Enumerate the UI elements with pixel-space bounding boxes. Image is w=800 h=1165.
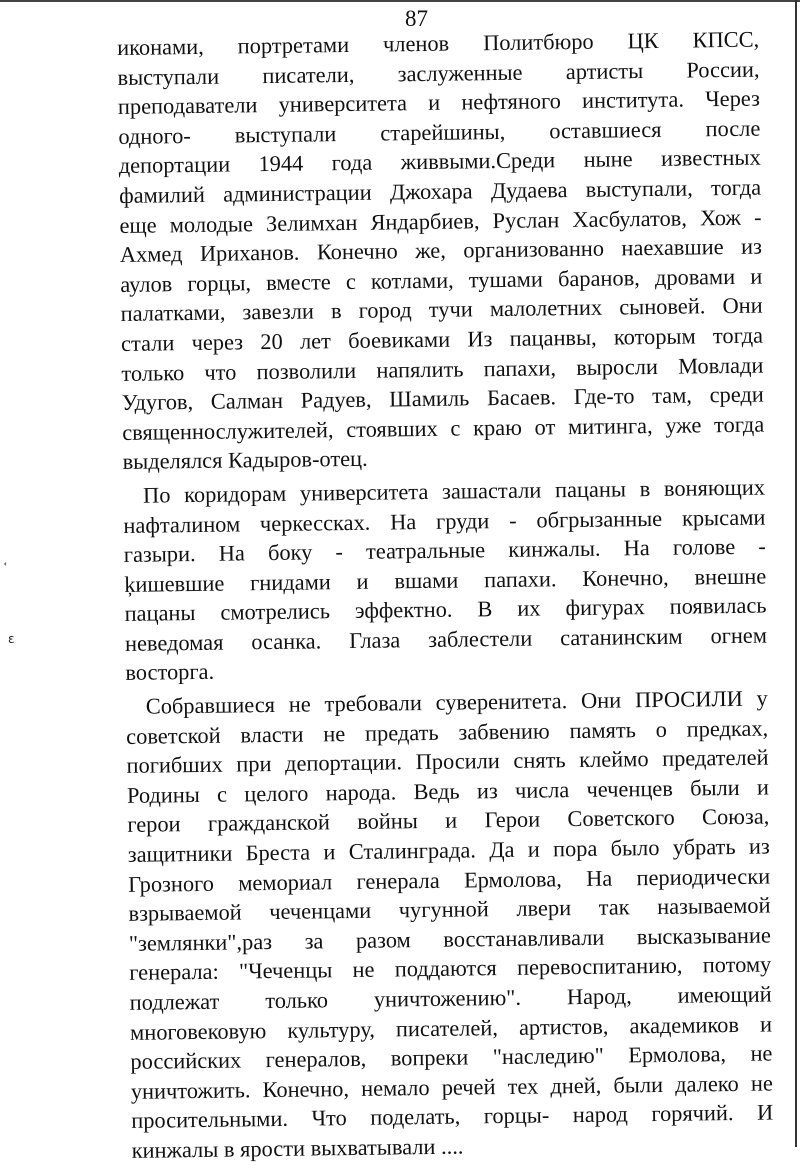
text-line: неведомая осанка. Глаза заблестели сатанинским огнем — [124, 622, 768, 656]
text-line: депортации 1944 года живвыми.Среди ныне известных — [118, 144, 761, 179]
text-line: только что позволили напялить папахи, выросли Мовлади — [121, 352, 764, 386]
text-line: палатками, завезли в город тучи малолетних сыновей. Они — [120, 292, 763, 327]
text-line: российских генералов, вопреки "наследию" Ермолова, не — [130, 1040, 773, 1075]
text-line: нафталином черкессках. На груди - обгрызанные крысами — [123, 504, 766, 538]
document-body — [117, 25, 774, 1165]
text-line: пацаны смотрелись эффектно. В их фигурах появилась — [124, 592, 767, 627]
paragraph — [123, 472, 768, 688]
text-line: выступали писатели, заслуженные артисты России, — [117, 56, 760, 90]
page-number: 87 — [405, 6, 428, 31]
text-line: кинжалы в ярости выхватывали .... — [131, 1133, 464, 1163]
text-line: Удугов, Салман Радуев, Шамиль Басаев. Где-то там, среди — [121, 381, 764, 416]
text-line: одного- выступали старейшины, оставшиеся после — [118, 115, 761, 149]
text-line: генерала: "Чеченцы не поддаются перевоспитанию, потому — [129, 951, 772, 986]
text-line: просительными. Что поделать, горцы- народ горячий. И — [131, 1099, 774, 1134]
text-line: газыри. На боку - театральные кинжалы. На голове - — [123, 533, 766, 568]
text-line: советской власти не предать забвению память о предках, — [126, 715, 769, 749]
text-line: По коридорам университета зашастали пацаны в воняющих — [142, 474, 766, 508]
margin-mark: ɛ — [8, 632, 15, 646]
paragraph — [117, 25, 765, 477]
text-line: аулов горцы, вместе с котлами, тушами баранов, дровами и — [120, 263, 763, 297]
text-line: герои гражданской войны и Герои Советского Союза, — [127, 803, 770, 838]
text-line: восторга. — [125, 659, 215, 686]
text-line: преподаватели университета и нефтяного института. Через — [117, 85, 761, 120]
text-line: погибших при депортации. Просили снять клеймо предателей — [126, 744, 769, 779]
text-line: уничтожить. Конечно, немало речей тех дней, были далеко не — [130, 1070, 773, 1104]
paragraph — [126, 684, 774, 1165]
text-line: фамилий администрации Джохара Дудаева выступали, тогда — [118, 174, 762, 208]
text-line: подлежат только уничтожению". Народ, имеющий — [129, 981, 772, 1015]
scan-top-edge — [0, 0, 800, 2]
text-line: взрываемой чеченцами чугунной лвери так называемой — [128, 892, 771, 927]
text-line: еще молодые Зелимхан Яндарбиев, Руслан Хасбулатов, Хож - — [119, 204, 762, 238]
text-line: "землянки",раз за разом восстанавливали высказывание — [128, 922, 772, 956]
text-line: иконами, портретами членов Политбюро ЦК КПСС, — [117, 26, 760, 60]
text-line: Грозного мемориал генерала Ермолова, На периодически — [127, 863, 771, 897]
text-line: Родины с целого народа. Ведь из числа чеченцев были и — [126, 774, 770, 808]
text-line: ķишевшие гнидами и вшами папахи. Конечно, внешне — [124, 563, 767, 597]
text-line: многовековую культуру, писателей, артистов, академиков и — [129, 1011, 773, 1045]
text-line: священнослужителей, стоявших с краю от митинга, уже тогда — [122, 411, 765, 445]
text-line: Собравшиеся не требовали суверенитета. Они ПРОСИЛИ у — [145, 685, 768, 719]
text-line: защитники Бреста и Сталинграда. Да и пора было убрать из — [127, 833, 770, 867]
text-line: стали через 20 лет боевиками Из пацанвы, которым тогда — [120, 322, 764, 356]
text-line: Ахмед Ириханов. Конечно же, организованно наехавшие из — [119, 233, 763, 268]
scan-right-edge — [795, 0, 797, 1147]
text-line: выделялся Кадыров-отец. — [122, 446, 368, 475]
